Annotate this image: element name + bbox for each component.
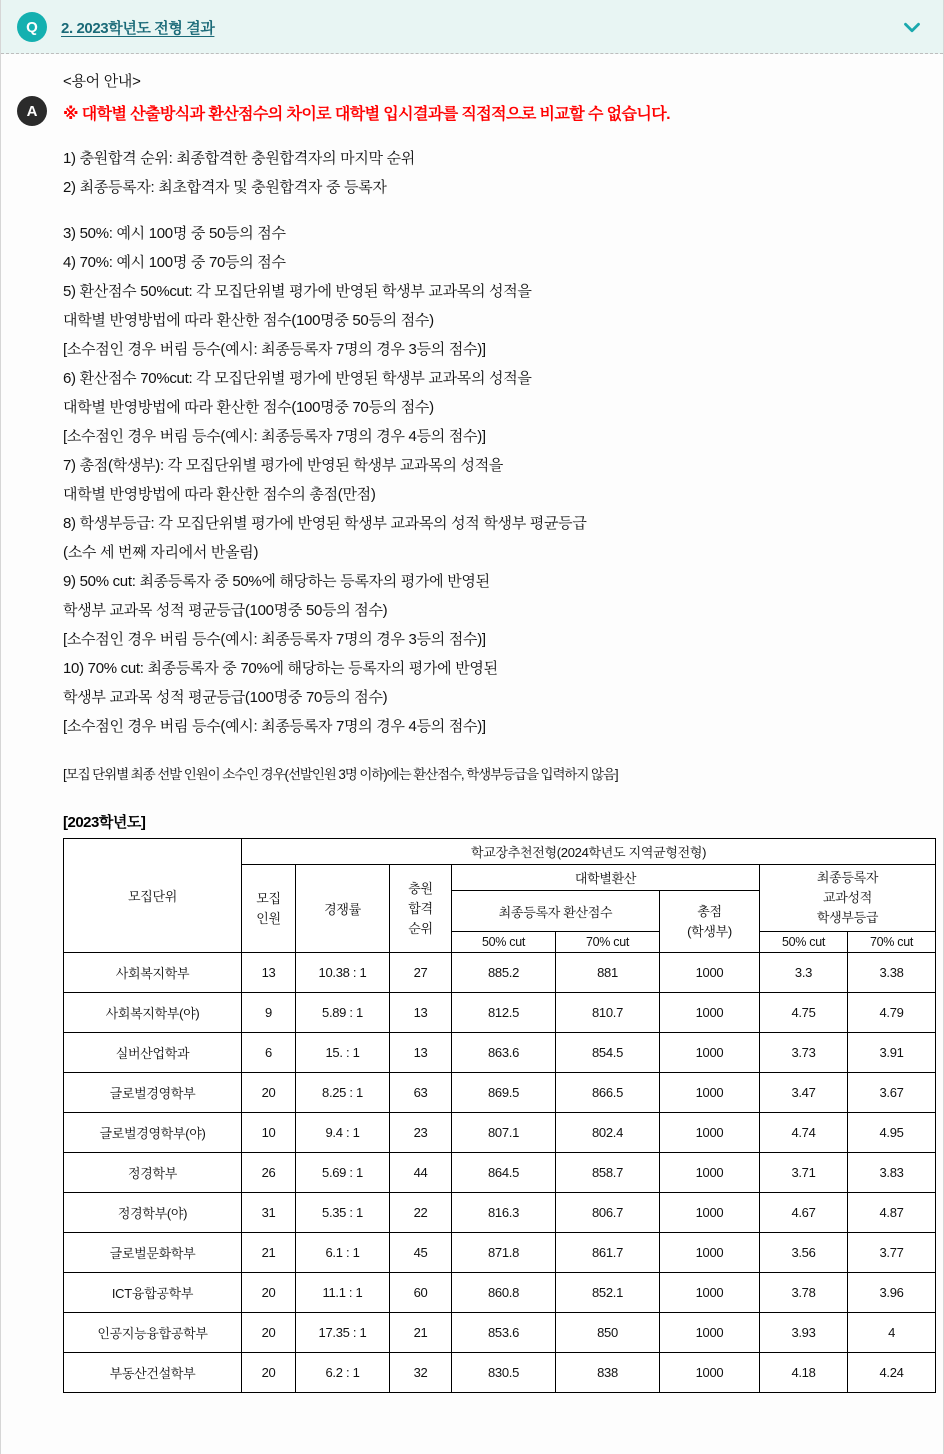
cell-unit: 사회복지학부 <box>64 953 242 993</box>
header-grade-cut50: 50% cut <box>760 932 848 953</box>
header-cut70: 70% cut <box>556 932 660 953</box>
definition-line: [소수점인 경우 버림 등수(예시: 최종등록자 7명의 경우 3등의 점수)] <box>63 631 486 648</box>
table-head <box>64 839 936 953</box>
cell-unit: 부동산건설학부 <box>64 1353 242 1393</box>
cell-grade-70cut: 3.91 <box>848 1033 936 1073</box>
table-row <box>64 1193 936 1233</box>
cell-ratio: 9.4 : 1 <box>296 1113 390 1153</box>
cell-grade-50cut: 3.56 <box>760 1233 848 1273</box>
paragraph-gap <box>63 202 927 219</box>
definition-line: 학생부 교과목 성적 평균등급(100명중 50등의 점수) <box>63 602 388 619</box>
definitions-list <box>63 144 927 741</box>
cell-quota: 20 <box>242 1353 296 1393</box>
table-row <box>64 1153 936 1193</box>
cell-reserve-rank: 13 <box>390 1033 452 1073</box>
cell-grade-50cut: 3.78 <box>760 1273 848 1313</box>
cell-reserve-rank: 32 <box>390 1353 452 1393</box>
definition-line: 학생부 교과목 성적 평균등급(100명중 70등의 점수) <box>63 689 388 706</box>
header-quota-line2: 인원 <box>256 910 281 926</box>
cell-score-70cut: 850 <box>556 1313 660 1353</box>
table-row <box>64 1073 936 1113</box>
table-row <box>64 1113 936 1153</box>
cell-unit: 글로벌경영학부 <box>64 1073 242 1113</box>
cell-grade-70cut: 3.38 <box>848 953 936 993</box>
cell-ratio: 6.1 : 1 <box>296 1233 390 1273</box>
cell-unit: 인공지능융합공학부 <box>64 1313 242 1353</box>
table-row <box>64 993 936 1033</box>
cell-quota: 13 <box>242 953 296 993</box>
chevron-down-icon[interactable] <box>899 14 925 40</box>
accordion-header[interactable] <box>1 0 943 54</box>
cell-unit: ICT융합공학부 <box>64 1273 242 1313</box>
cell-quota: 20 <box>242 1273 296 1313</box>
cell-score-70cut: 806.7 <box>556 1193 660 1233</box>
definition-line: 3) 50%: 예시 100명 중 50등의 점수 <box>63 225 286 242</box>
year-heading: [2023학년도] <box>63 814 146 831</box>
cell-total-score: 1000 <box>660 953 760 993</box>
definition-line: (소수 세 번째 자리에서 반올림) <box>63 544 259 561</box>
cell-grade-50cut: 4.75 <box>760 993 848 1033</box>
cell-grade-70cut: 4.95 <box>848 1113 936 1153</box>
cell-score-70cut: 838 <box>556 1353 660 1393</box>
cell-quota: 9 <box>242 993 296 1033</box>
cell-ratio: 10.38 : 1 <box>296 953 390 993</box>
answer-badge: A <box>17 96 47 126</box>
cell-score-50cut: 830.5 <box>452 1353 556 1393</box>
cell-reserve-rank: 23 <box>390 1113 452 1153</box>
cell-unit: 실버산업학과 <box>64 1033 242 1073</box>
cell-grade-50cut: 4.67 <box>760 1193 848 1233</box>
cell-reserve-rank: 45 <box>390 1233 452 1273</box>
cell-reserve-rank: 21 <box>390 1313 452 1353</box>
cell-total-score: 1000 <box>660 1273 760 1313</box>
header-total-score <box>660 891 760 953</box>
cell-reserve-rank: 63 <box>390 1073 452 1113</box>
cell-score-70cut: 881 <box>556 953 660 993</box>
cell-quota: 6 <box>242 1033 296 1073</box>
cell-reserve-rank: 60 <box>390 1273 452 1313</box>
cell-score-50cut: 863.6 <box>452 1033 556 1073</box>
definition-line: 8) 학생부등급: 각 모집단위별 평가에 반영된 학생부 교과목의 성적 학생부 평균등급 <box>63 515 587 532</box>
cell-quota: 20 <box>242 1313 296 1353</box>
cell-grade-70cut: 4.87 <box>848 1193 936 1233</box>
definition-line: 5) 환산점수 50%cut: 각 모집단위별 평가에 반영된 학생부 교과목의 성적을 <box>63 283 532 300</box>
cell-score-50cut: 871.8 <box>452 1233 556 1273</box>
cell-grade-50cut: 3.93 <box>760 1313 848 1353</box>
cell-total-score: 1000 <box>660 1113 760 1153</box>
cell-ratio: 11.1 : 1 <box>296 1273 390 1313</box>
cell-unit: 정경학부(야) <box>64 1193 242 1233</box>
cell-score-70cut: 852.1 <box>556 1273 660 1313</box>
cell-score-70cut: 854.5 <box>556 1033 660 1073</box>
cell-reserve-rank: 44 <box>390 1153 452 1193</box>
answer-content <box>17 70 927 1393</box>
header-final-converted-score: 최종등록자 환산점수 <box>452 891 660 932</box>
cell-score-50cut: 807.1 <box>452 1113 556 1153</box>
header-grade-cut70: 70% cut <box>848 932 936 953</box>
cell-quota: 26 <box>242 1153 296 1193</box>
cell-grade-70cut: 3.83 <box>848 1153 936 1193</box>
cell-score-50cut: 864.5 <box>452 1153 556 1193</box>
header-cut50: 50% cut <box>452 932 556 953</box>
cell-quota: 20 <box>242 1073 296 1113</box>
table-row <box>64 1033 936 1073</box>
cell-grade-70cut: 4.24 <box>848 1353 936 1393</box>
cell-grade-50cut: 3.71 <box>760 1153 848 1193</box>
question-badge: Q <box>17 12 47 42</box>
cell-grade-50cut: 4.74 <box>760 1113 848 1153</box>
header-total-line1: 총점 <box>697 903 722 919</box>
cell-score-50cut: 885.2 <box>452 953 556 993</box>
cell-total-score: 1000 <box>660 1353 760 1393</box>
cell-score-50cut: 869.5 <box>452 1073 556 1113</box>
cell-grade-50cut: 4.18 <box>760 1353 848 1393</box>
definition-line: 10) 70% cut: 최종등록자 중 70%에 해당하는 등록자의 평가에 반영된 <box>63 660 498 677</box>
cell-ratio: 6.2 : 1 <box>296 1353 390 1393</box>
definition-line: 대학별 반영방법에 따라 환산한 점수(100명중 50등의 점수) <box>63 312 434 329</box>
cell-grade-70cut: 4 <box>848 1313 936 1353</box>
header-converted-group: 대학별환산 <box>452 865 760 891</box>
cell-reserve-rank: 22 <box>390 1193 452 1233</box>
cell-unit: 사회복지학부(야) <box>64 993 242 1033</box>
definition-line: 대학별 반영방법에 따라 환산한 점수(100명중 70등의 점수) <box>63 399 434 416</box>
answer-badge-wrap <box>17 96 47 126</box>
cell-ratio: 5.35 : 1 <box>296 1193 390 1233</box>
cell-ratio: 15. : 1 <box>296 1033 390 1073</box>
table-row <box>64 1313 936 1353</box>
definition-line: [소수점인 경우 버림 등수(예시: 최종등록자 7명의 경우 3등의 점수)] <box>63 341 486 358</box>
header-total-line2: (학생부) <box>687 923 732 939</box>
cell-reserve-rank: 13 <box>390 993 452 1033</box>
definition-line: 6) 환산점수 70%cut: 각 모집단위별 평가에 반영된 학생부 교과목의 성적을 <box>63 370 532 387</box>
small-print-note: [모집 단위별 최종 선발 인원이 소수인 경우(선발인원 3명 이하)에는 환산점수, 학생부등급을 입력하지 않음] <box>63 767 618 782</box>
cell-grade-50cut: 3.3 <box>760 953 848 993</box>
cell-quota: 31 <box>242 1193 296 1233</box>
cell-total-score: 1000 <box>660 1153 760 1193</box>
header-grade-line2: 교과성적 <box>823 890 873 905</box>
term-guide-label: <용어 안내> <box>63 73 141 90</box>
definition-line: 2) 최종등록자: 최초합격자 및 충원합격자 중 등록자 <box>63 179 387 196</box>
cell-unit: 글로벌경영학부(야) <box>64 1113 242 1153</box>
definition-line: 1) 충원합격 순위: 최종합격한 충원합격자의 마지막 순위 <box>63 150 415 167</box>
admission-results-table <box>63 838 936 1393</box>
cell-score-70cut: 802.4 <box>556 1113 660 1153</box>
cell-score-50cut: 812.5 <box>452 993 556 1033</box>
cell-grade-70cut: 4.79 <box>848 993 936 1033</box>
cell-score-70cut: 866.5 <box>556 1073 660 1113</box>
table-header-row-1 <box>64 839 936 865</box>
header-unit: 모집단위 <box>64 839 242 953</box>
definition-line: 대학별 반영방법에 따라 환산한 점수의 총점(만점) <box>63 486 376 503</box>
header-reserve-rank <box>390 865 452 953</box>
cell-unit: 글로벌문화학부 <box>64 1233 242 1273</box>
header-quota-line1: 모집 <box>256 890 281 906</box>
header-quota <box>242 865 296 953</box>
cell-grade-70cut: 3.96 <box>848 1273 936 1313</box>
table-row <box>64 1233 936 1273</box>
header-grade-line3: 학생부등급 <box>816 910 879 925</box>
cell-ratio: 5.89 : 1 <box>296 993 390 1033</box>
cell-total-score: 1000 <box>660 1033 760 1073</box>
definition-line: [소수점인 경우 버림 등수(예시: 최종등록자 7명의 경우 4등의 점수)] <box>63 428 486 445</box>
header-grade-group <box>760 865 936 932</box>
cell-grade-70cut: 3.77 <box>848 1233 936 1273</box>
header-rank-line1: 충원 <box>408 880 433 896</box>
definition-line: 4) 70%: 예시 100명 중 70등의 점수 <box>63 254 286 271</box>
cell-total-score: 1000 <box>660 1233 760 1273</box>
table-row <box>64 953 936 993</box>
cell-unit: 정경학부 <box>64 1153 242 1193</box>
cell-total-score: 1000 <box>660 1073 760 1113</box>
definition-line: 9) 50% cut: 최종등록자 중 50%에 해당하는 등록자의 평가에 반영된 <box>63 573 490 590</box>
header-rank-line2: 합격 <box>408 900 433 916</box>
cell-ratio: 5.69 : 1 <box>296 1153 390 1193</box>
cell-total-score: 1000 <box>660 1313 760 1353</box>
answer-body <box>1 54 943 1393</box>
cell-ratio: 8.25 : 1 <box>296 1073 390 1113</box>
definition-line: 7) 총점(학생부): 각 모집단위별 평가에 반영된 학생부 교과목의 성적을 <box>63 457 504 474</box>
cell-grade-50cut: 3.73 <box>760 1033 848 1073</box>
cell-grade-70cut: 3.67 <box>848 1073 936 1113</box>
header-ratio: 경쟁률 <box>296 865 390 953</box>
warning-notice: ※ 대학별 산출방식과 환산점수의 차이로 대학별 입시결과를 직접적으로 비교할 수 없습니다. <box>63 106 670 123</box>
cell-score-50cut: 853.6 <box>452 1313 556 1353</box>
accordion-title-link[interactable]: 2. 2023학년도 전형 결과 <box>61 19 215 37</box>
cell-score-70cut: 810.7 <box>556 993 660 1033</box>
cell-ratio: 17.35 : 1 <box>296 1313 390 1353</box>
cell-quota: 10 <box>242 1113 296 1153</box>
cell-total-score: 1000 <box>660 1193 760 1233</box>
definition-line: [소수점인 경우 버림 등수(예시: 최종등록자 7명의 경우 4등의 점수)] <box>63 718 486 735</box>
cell-score-70cut: 861.7 <box>556 1233 660 1273</box>
header-grade-line1: 최종등록자 <box>816 870 879 885</box>
cell-quota: 21 <box>242 1233 296 1273</box>
table-row <box>64 1273 936 1313</box>
cell-score-50cut: 816.3 <box>452 1193 556 1233</box>
table-body <box>64 953 936 1393</box>
header-admission-type: 학교장추천전형(2024학년도 지역균형전형) <box>242 839 936 865</box>
cell-score-50cut: 860.8 <box>452 1273 556 1313</box>
cell-reserve-rank: 27 <box>390 953 452 993</box>
cell-score-70cut: 858.7 <box>556 1153 660 1193</box>
cell-grade-50cut: 3.47 <box>760 1073 848 1113</box>
cell-total-score: 1000 <box>660 993 760 1033</box>
header-rank-line3: 순위 <box>408 920 433 936</box>
table-row <box>64 1353 936 1393</box>
